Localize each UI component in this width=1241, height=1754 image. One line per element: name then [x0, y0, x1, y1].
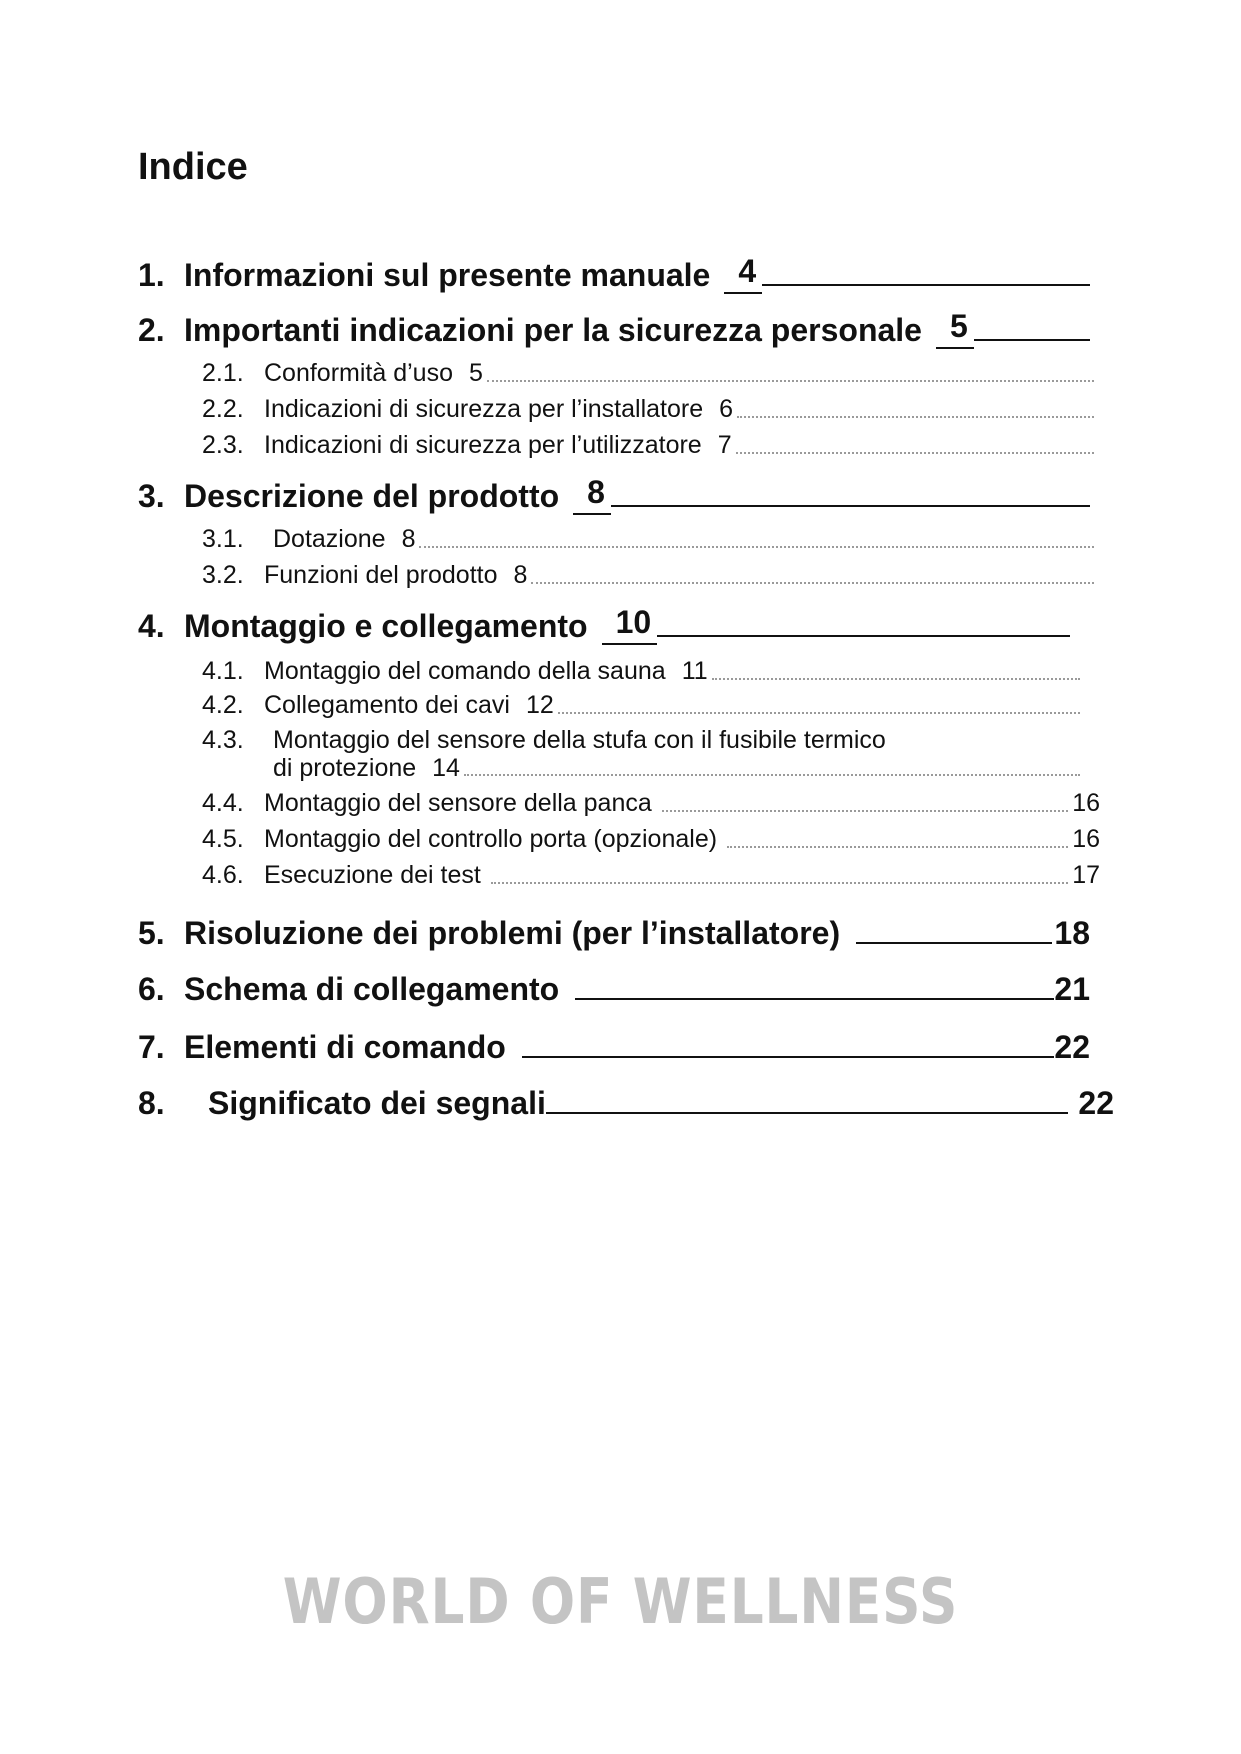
- toc-subsection-4-4[interactable]: [202, 786, 1100, 818]
- leader-line: [522, 1055, 1055, 1058]
- toc-section-8[interactable]: [138, 1082, 1114, 1122]
- toc-section-2[interactable]: [138, 309, 1090, 349]
- section-number: 3.: [138, 478, 165, 514]
- subsection-number: 4.3.: [202, 726, 244, 754]
- toc-subsection-4-1[interactable]: [202, 654, 1080, 686]
- toc-section-7[interactable]: [138, 1026, 1090, 1066]
- subsection-page: 11: [681, 657, 708, 685]
- dot-leader: [491, 881, 1068, 884]
- section-page: 22: [1078, 1085, 1114, 1121]
- subsection-label-continued: di protezione: [273, 754, 417, 782]
- section-number: 2.: [138, 312, 165, 348]
- section-page: 4: [724, 253, 762, 294]
- subsection-page: 8: [401, 525, 416, 553]
- subsection-number: 2.1.: [202, 359, 244, 387]
- toc-section-6[interactable]: [138, 968, 1090, 1008]
- brand-logo-text: WORLD OF WELLNESS: [282, 1565, 959, 1638]
- section-number: 7.: [138, 1029, 165, 1065]
- subsection-label: Conformità d’uso: [264, 359, 453, 387]
- section-label: Montaggio e collegamento: [184, 608, 588, 644]
- toc-subsection-4-3[interactable]: [202, 726, 1080, 782]
- toc-subsection-2-3[interactable]: [202, 428, 1094, 460]
- dot-leader: [419, 545, 1094, 548]
- dot-leader: [558, 711, 1080, 714]
- toc-subsection-4-6[interactable]: [202, 858, 1100, 890]
- subsection-page: 16: [1072, 825, 1100, 853]
- toc-subsection-3-2[interactable]: [202, 558, 1094, 590]
- subsection-label: Indicazioni di sicurezza per l’installatore: [264, 395, 704, 423]
- section-label: Descrizione del prodotto: [184, 478, 560, 514]
- dot-leader: [737, 415, 1094, 418]
- toc-subsection-2-1[interactable]: [202, 356, 1094, 388]
- subsection-number: 4.5.: [202, 825, 244, 853]
- leader-line: [657, 634, 1070, 637]
- toc-section-1[interactable]: [138, 254, 1090, 294]
- subsection-number: 4.6.: [202, 861, 244, 889]
- section-page: 5: [936, 308, 974, 349]
- leader-line: [575, 997, 1054, 1000]
- toc-section-4[interactable]: [138, 605, 1070, 645]
- subsection-label: Montaggio del comando della sauna: [264, 657, 666, 685]
- toc-subsection-3-1[interactable]: [202, 522, 1094, 554]
- section-number: 5.: [138, 915, 165, 951]
- subsection-label: Montaggio del sensore della panca: [264, 789, 652, 817]
- leader-line: [546, 1111, 1069, 1114]
- leader-line: [762, 283, 1090, 286]
- subsection-page: 6: [719, 395, 734, 423]
- subsection-page: 17: [1072, 861, 1100, 889]
- section-page: 18: [1054, 915, 1090, 951]
- subsection-label: Indicazioni di sicurezza per l’utilizzatore: [264, 431, 702, 459]
- subsection-number: 4.2.: [202, 691, 244, 719]
- leader-line: [974, 338, 1090, 341]
- page-title: Indice: [138, 146, 248, 188]
- leader-line: [611, 504, 1090, 507]
- subsection-label: Montaggio del controllo porta (opzionale): [264, 825, 718, 853]
- subsection-page: 14: [432, 754, 460, 782]
- subsection-label: Montaggio del sensore della stufa con il fusibile termico: [273, 726, 886, 754]
- section-label: Elementi di comando: [184, 1029, 506, 1065]
- toc-section-5[interactable]: [138, 912, 1090, 952]
- section-number: 1.: [138, 257, 165, 293]
- subsection-number: 4.4.: [202, 789, 244, 817]
- section-page: 10: [602, 604, 658, 645]
- section-label: Importanti indicazioni per la sicurezza personale: [184, 312, 922, 348]
- subsection-page: 12: [525, 691, 554, 719]
- section-number: 4.: [138, 608, 165, 644]
- subsection-number: 4.1.: [202, 657, 244, 685]
- section-page: 22: [1054, 1029, 1090, 1065]
- section-number: 8.: [138, 1085, 165, 1121]
- subsection-page: 8: [513, 561, 528, 589]
- subsection-number: 2.3.: [202, 431, 244, 459]
- dot-leader: [712, 677, 1080, 680]
- section-label: Risoluzione dei problemi (per l’installatore): [184, 915, 841, 951]
- subsection-number: 3.1.: [202, 525, 244, 553]
- subsection-label: Funzioni del prodotto: [264, 561, 498, 589]
- toc-section-3[interactable]: [138, 475, 1090, 515]
- toc-subsection-4-2[interactable]: [202, 688, 1080, 720]
- dot-leader: [736, 451, 1094, 454]
- subsection-number: 3.2.: [202, 561, 244, 589]
- subsection-label: Dotazione: [273, 525, 386, 553]
- dot-leader: [662, 809, 1068, 812]
- section-page: 21: [1054, 971, 1090, 1007]
- section-label: Schema di collegamento: [184, 971, 560, 1007]
- subsection-label: Collegamento dei cavi: [264, 691, 510, 719]
- dot-leader: [487, 379, 1094, 382]
- section-number: 6.: [138, 971, 165, 1007]
- dot-leader: [531, 581, 1094, 584]
- leader-line: [856, 941, 1052, 944]
- subsection-page: 5: [468, 359, 483, 387]
- toc-subsection-2-2[interactable]: [202, 392, 1094, 424]
- dot-leader: [464, 773, 1080, 776]
- subsection-number: 2.2.: [202, 395, 244, 423]
- toc-subsection-4-5[interactable]: [202, 822, 1100, 854]
- subsection-page: 16: [1072, 789, 1100, 817]
- subsection-label: Esecuzione dei test: [264, 861, 481, 889]
- section-page: 8: [573, 474, 611, 515]
- dot-leader: [727, 845, 1068, 848]
- section-label: Informazioni sul presente manuale: [184, 257, 711, 293]
- subsection-page: 7: [717, 431, 732, 459]
- section-label: Significato dei segnali: [208, 1085, 546, 1121]
